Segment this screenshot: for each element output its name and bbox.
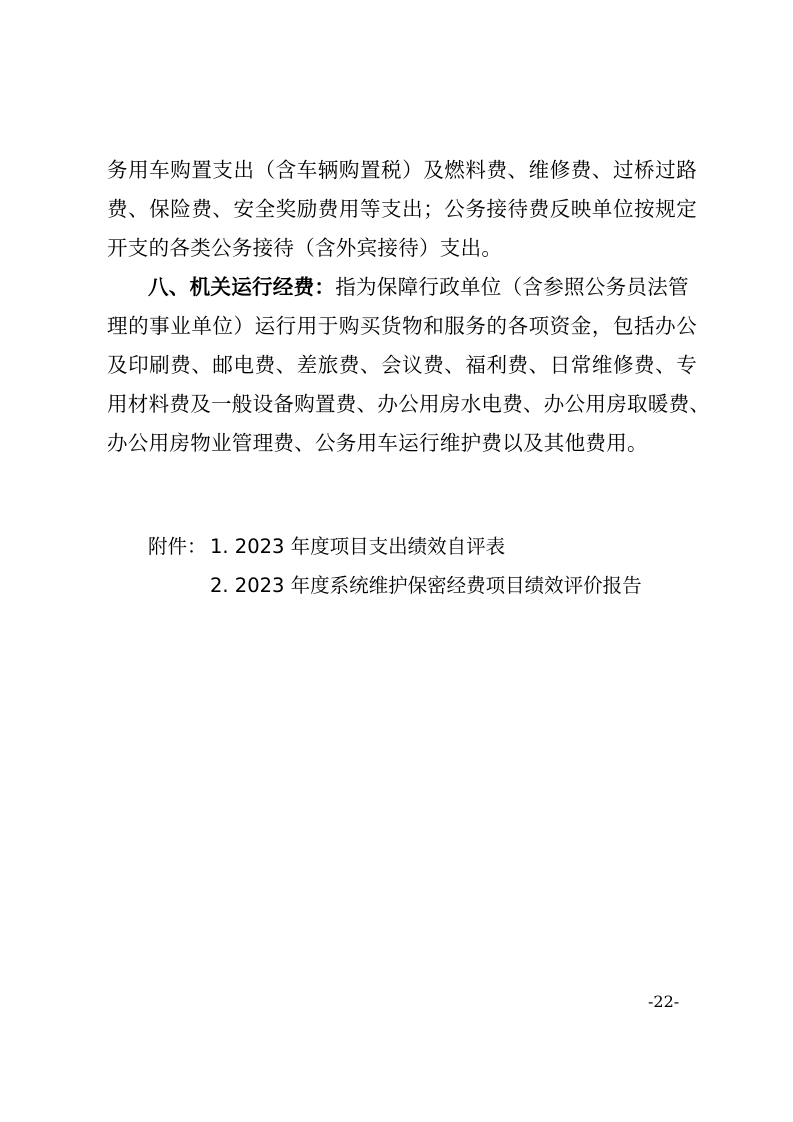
section-line-3: 及印刷费、邮电费、差旅费、会议费、福利费、日常维修费、专	[107, 353, 697, 377]
body-line-1: 务用车购置支出（含车辆购置税）及燃料费、维修费、过桥过路	[107, 158, 697, 182]
section-heading: 八、机关运行经费：	[148, 275, 336, 299]
section-line-1: 指为保障行政单位（含参照公务员法管	[335, 275, 689, 299]
attachment-item-1: 1. 2023 年度项目支出绩效自评表	[210, 535, 506, 558]
section-line-4: 用材料费及一般设备购置费、办公用房水电费、办公用房取暖费、	[107, 392, 711, 416]
page-number: -22-	[648, 992, 680, 1011]
attachments-label: 附件：	[148, 535, 207, 558]
section-line-2: 理的事业单位）运行用于购买货物和服务的各项资金，包括办公	[107, 314, 697, 338]
section-paragraph-first-line	[148, 272, 697, 302]
attachment-item-2: 2. 2023 年度系统维护保密经费项目绩效评价报告	[210, 574, 642, 597]
body-line-3: 开支的各类公务接待（含外宾接待）支出。	[107, 236, 503, 260]
body-line-2: 费、保险费、安全奖励费用等支出；公务接待费反映单位按规定	[107, 197, 697, 221]
section-line-5: 办公用房物业管理费、公务用车运行维护费以及其他费用。	[107, 431, 648, 455]
